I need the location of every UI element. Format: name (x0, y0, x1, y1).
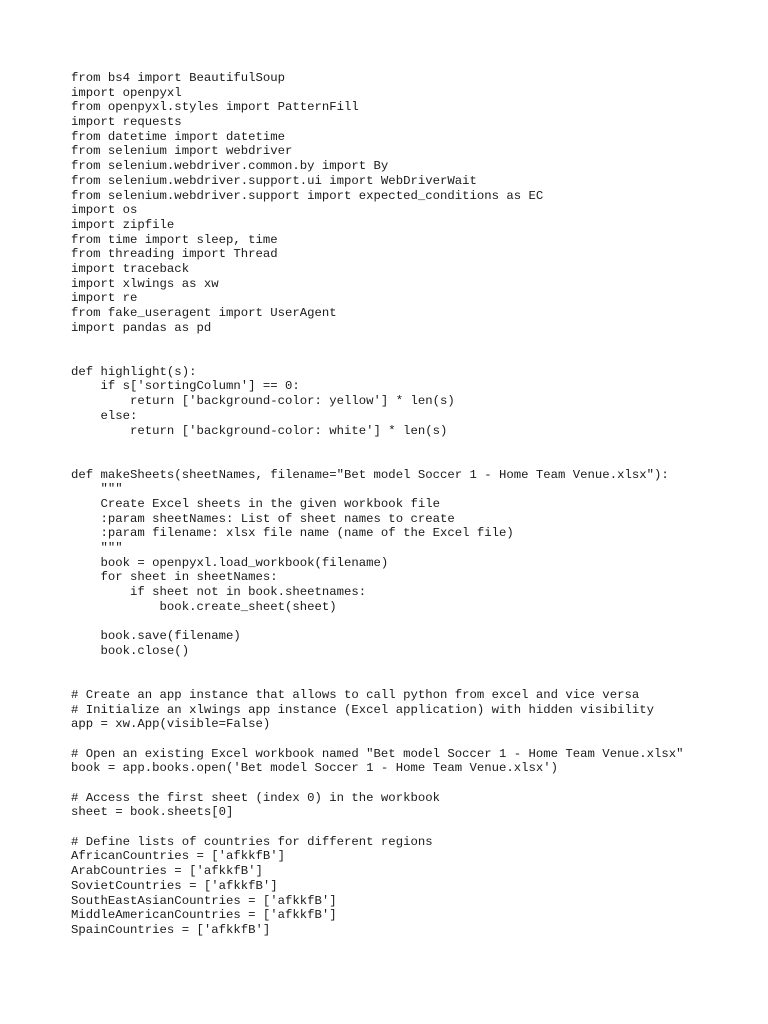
code-line (71, 673, 751, 688)
code-line: import requests (71, 115, 182, 130)
code-line: def makeSheets(sheetNames, filename="Bet model Soccer 1 - Home Team Venue.xlsx"): (71, 467, 669, 482)
code-line (71, 732, 751, 747)
code-line: from datetime import datetime (71, 129, 286, 144)
code-line: return ['background-color: yellow'] * len(s) (71, 394, 455, 409)
code-line: # Access the first sheet (index 0) in the workbook (71, 790, 440, 805)
code-line (71, 659, 751, 674)
code-line: :param filename: xlsx file name (name of the Excel file) (71, 526, 514, 541)
code-line: from time import sleep, time (71, 232, 278, 247)
code-line: import os (71, 203, 138, 218)
code-line: MiddleAmericanCountries = ['afkkfB'] (71, 908, 337, 923)
code-line: book.save(filename) (71, 629, 241, 644)
code-line: if sheet not in book.sheetnames: (71, 585, 367, 600)
code-line: import zipfile (71, 217, 175, 232)
code-line: from threading import Thread (71, 247, 278, 262)
code-line: book.close() (71, 643, 190, 658)
code-line (71, 820, 751, 835)
code-line: book.create_sheet(sheet) (71, 599, 337, 614)
code-line: # Initialize an xlwings app instance (Excel application) with hidden visibility (71, 702, 654, 717)
code-line: """ (71, 482, 123, 497)
code-line: # Define lists of countries for different regions (71, 834, 433, 849)
code-line: SpainCountries = ['afkkfB'] (71, 922, 271, 937)
code-line: Create Excel sheets in the given workbook file (71, 496, 440, 511)
code-line: book = openpyxl.load_workbook(filename) (71, 555, 389, 570)
code-line: else: (71, 408, 138, 423)
code-line (71, 438, 751, 453)
code-line: """ (71, 541, 123, 555)
code-line: from bs4 import BeautifulSoup (71, 71, 286, 85)
code-line: book = app.books.open('Bet model Soccer 1 - Home Team Venue.xlsx') (71, 761, 559, 776)
code-line: from openpyxl.styles import PatternFill (71, 100, 359, 115)
code-block (71, 71, 751, 938)
code-line (71, 614, 751, 629)
code-line (71, 350, 751, 365)
code-line: from fake_useragent import UserAgent (71, 306, 337, 320)
code-line: import traceback (71, 261, 190, 276)
code-line: from selenium.webdriver.common.by import By (71, 159, 389, 174)
code-line: :param sheetNames: List of sheet names to create (71, 511, 455, 526)
code-line: return ['background-color: white'] * len(s) (71, 423, 448, 438)
code-line: from selenium.webdriver.support import expected_conditions as EC (71, 188, 544, 203)
code-line (71, 453, 751, 468)
code-line: SovietCountries = ['afkkfB'] (71, 878, 278, 893)
code-line: def highlight(s): (71, 364, 197, 379)
code-line: for sheet in sheetNames: (71, 570, 278, 585)
code-line: if s['sortingColumn'] == 0: (71, 379, 300, 394)
code-line: from selenium import webdriver (71, 144, 293, 159)
code-line: # Open an existing Excel workbook named "Bet model Soccer 1 - Home Team Venue.xlsx" (71, 746, 684, 761)
code-line: sheet = book.sheets[0] (71, 805, 234, 820)
code-line: AfricanCountries = ['afkkfB'] (71, 849, 286, 864)
code-line (71, 335, 751, 350)
code-line: app = xw.App(visible=False) (71, 717, 271, 732)
code-line: import re (71, 291, 138, 306)
code-line: ArabCountries = ['afkkfB'] (71, 864, 263, 879)
code-line: import xlwings as xw (71, 276, 219, 291)
code-line: import openpyxl (71, 85, 182, 100)
code-line: from selenium.webdriver.support.ui import WebDriverWait (71, 173, 477, 188)
code-line (71, 776, 751, 791)
code-line: import pandas as pd (71, 320, 212, 335)
code-line: SouthEastAsianCountries = ['afkkfB'] (71, 893, 337, 908)
code-line: # Create an app instance that allows to call python from excel and vice versa (71, 687, 640, 702)
